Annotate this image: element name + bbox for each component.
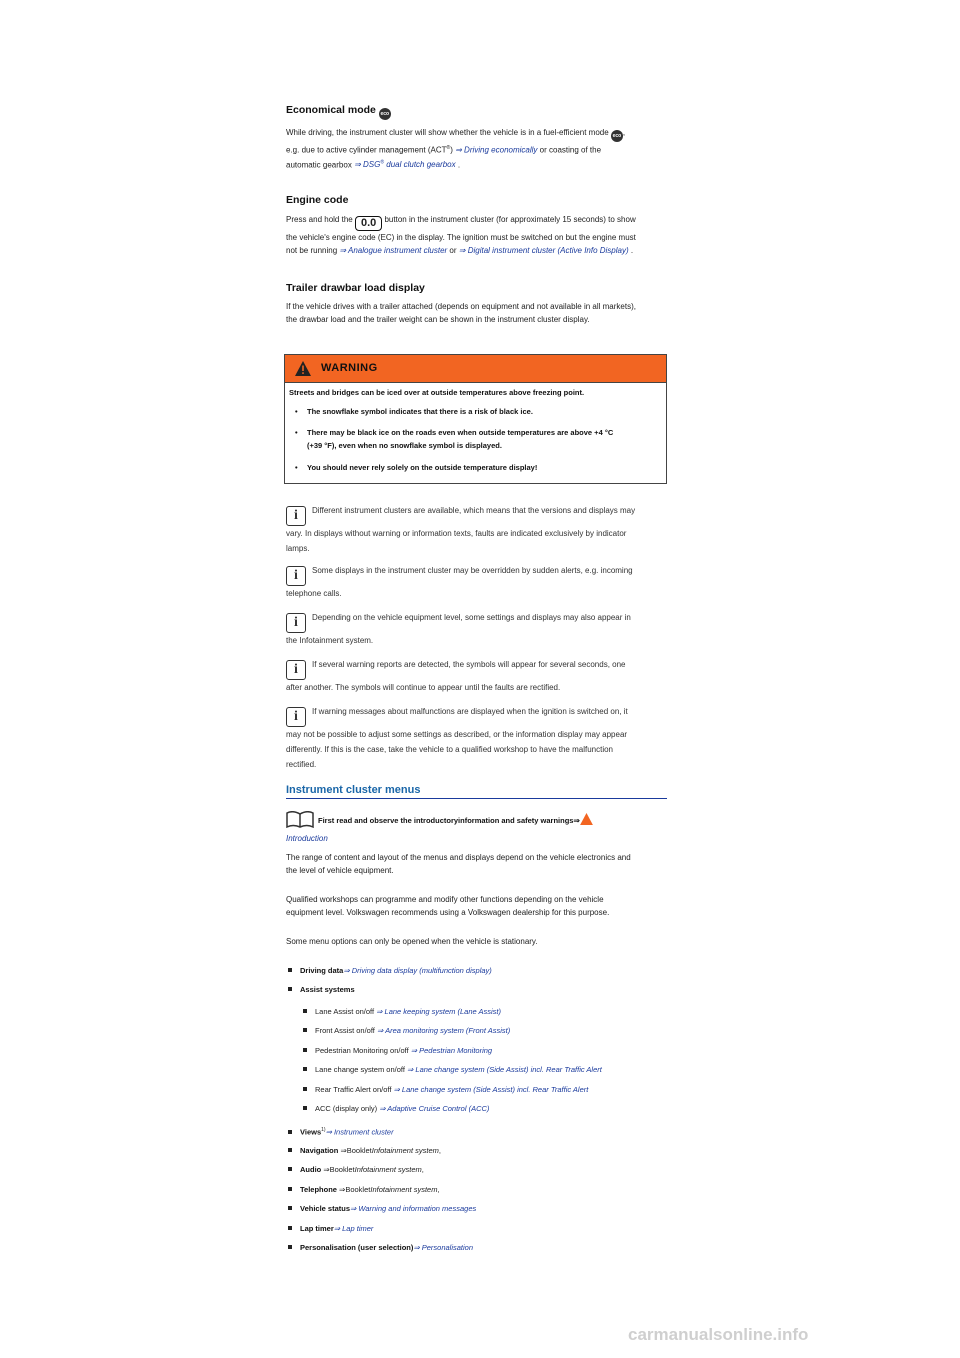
engine-text: Press and hold the 0.0 button in the instrument cluster (for approximately 15 seconds) to show the vehicle's engine code (EC) in the display. The ignition must be switched on but the engine must not be running ⇒ Analogue instrument cluster or ⇒ Digital instrument cluster (Active Info Display) .	[286, 215, 636, 255]
menus-p1: The range of content and layout of the menus and displays depend on the vehicle electronics and the level of vehicle equipment.	[286, 853, 631, 875]
menus-p3: Some menu options can only be opened when the vehicle is stationary.	[286, 937, 538, 946]
button-0-0-icon: 0.0	[355, 216, 382, 231]
eco-icon: eco	[611, 130, 623, 142]
warning-intro: Streets and bridges can be iced over at outside temperatures above freezing point.	[289, 388, 585, 397]
eco-heading: Economical mode eco	[286, 104, 667, 120]
trailer-heading: Trailer drawbar load display	[286, 282, 425, 294]
info-icon: i	[286, 707, 306, 727]
list-item-lane-change: Lane change system on/off ⇒ Lane change system (Side Assist) incl. Rear Traffic Alert	[303, 1064, 602, 1075]
eco-section	[286, 104, 667, 171]
first-read-note: First read and observe the introductoryinformation and safety warnings⇒ Introduction	[286, 810, 667, 847]
warning-bullet-2: • There may be black ice on the roads even when outside temperatures are above +4 °C	[295, 428, 614, 437]
list-item-lap-timer: Lap timer⇒ Lap timer	[288, 1223, 373, 1234]
trailer-text: If the vehicle drives with a trailer attached (depends on equipment and not available in all markets), the drawbar load and the trailer weight can be shown in the instrument cluster display.	[286, 302, 636, 324]
info-icon: i	[286, 566, 306, 586]
note-1: i Different instrument clusters are available, which means that the versions and displays may vary. In displays without warning or information texts, faults are indicated exclusively by indicator lamps.	[286, 506, 636, 553]
link-analogue-cluster[interactable]: ⇒ Analogue instrument cluster	[339, 246, 448, 255]
list-item-driving-data: Driving data⇒ Driving data display (multifunction display)	[288, 965, 492, 976]
eco-icon: eco	[379, 108, 391, 120]
note-5: i If warning messages about malfunctions are displayed when the ignition is switched on, it may not be possible to adjust some settings as described, or the information display may appear differently. If this is the case, take the vehicle to a qualified workshop to have the malfunction rectified.	[286, 707, 628, 769]
warning-triangle-icon	[580, 813, 593, 825]
note-3: i Depending on the vehicle equipment level, some settings and displays may also appear in the Infotainment system.	[286, 613, 631, 645]
list-item-audio: Audio ⇒BookletInfotainment system,	[288, 1164, 424, 1175]
note-4: i If several warning reports are detected, the symbols will appear for several seconds, one after another. The symbols will continue to appear until the faults are rectified.	[286, 660, 626, 692]
info-icon: i	[286, 613, 306, 633]
info-icon: i	[286, 660, 306, 680]
list-item-rear-traffic: Rear Traffic Alert on/off ⇒ Lane change system (Side Assist) incl. Rear Traffic Alert	[303, 1084, 588, 1095]
warning-label: WARNING	[321, 362, 378, 374]
list-item-acc: ACC (display only) ⇒ Adaptive Cruise Control (ACC)	[303, 1103, 489, 1114]
info-icon: i	[286, 506, 306, 526]
list-item-personalisation: Personalisation (user selection)⇒ Personalisation	[288, 1242, 473, 1253]
list-item-lane-assist: Lane Assist on/off ⇒ Lane keeping system (Lane Assist)	[303, 1006, 501, 1017]
warning-triangle-icon	[295, 361, 311, 376]
menus-section-title: Instrument cluster menus	[286, 786, 667, 799]
list-item-assist: Assist systems	[288, 984, 355, 995]
list-item-navigation: Navigation ⇒BookletInfotainment system,	[288, 1145, 441, 1156]
list-item-vehicle-status: Vehicle status⇒ Warning and information messages	[288, 1203, 476, 1214]
eco-text: While driving, the instrument cluster will show whether the vehicle is in a fuel-efficient mode eco , e.g. due to active cylinder management (ACT®) ⇒ Driving economically or coasting of the automatic gearbox ⇒ DSG® dual clutch gearbox .	[286, 128, 626, 170]
warning-header	[285, 355, 666, 383]
trailer-section	[286, 282, 667, 326]
engine-section	[286, 194, 667, 257]
link-digital-cluster[interactable]: ⇒ Digital instrument cluster (Active Info Display)	[458, 246, 629, 255]
link-driving-economically[interactable]: ⇒ Driving economically	[455, 145, 538, 155]
list-item-pedestrian: Pedestrian Monitoring on/off ⇒ Pedestrian Monitoring	[303, 1045, 492, 1056]
list-item-front-assist: Front Assist on/off ⇒ Area monitoring system (Front Assist)	[303, 1025, 510, 1036]
warning-box	[284, 354, 667, 484]
link-dsg[interactable]: ⇒ DSG® dual clutch gearbox	[354, 159, 456, 170]
list-item-telephone: Telephone ⇒BookletInfotainment system,	[288, 1184, 440, 1195]
engine-heading: Engine code	[286, 194, 349, 206]
warning-bullet-1: • The snowflake symbol indicates that there is a risk of black ice.	[295, 407, 533, 416]
list-item-views: Views$^{1)}$⇒ Instrument cluster	[288, 1125, 394, 1138]
link-introduction[interactable]: Introduction	[286, 834, 328, 843]
warning-bullet-3: • You should never rely solely on the outside temperature display!	[295, 463, 538, 472]
note-2: i Some displays in the instrument cluster may be overridden by sudden alerts, e.g. incoming telephone calls.	[286, 566, 633, 598]
book-icon	[286, 811, 314, 828]
menus-p2: Qualified workshops can programme and modify other functions depending on the vehicle equipment level. Volkswagen recommends using a Volkswagen dealership for this purpose.	[286, 895, 610, 917]
watermark: carmanualsonline.info	[628, 1325, 809, 1344]
warning-bullet-2-cont: (+39 °F), even when no snowflake symbol is displayed.	[307, 441, 502, 450]
